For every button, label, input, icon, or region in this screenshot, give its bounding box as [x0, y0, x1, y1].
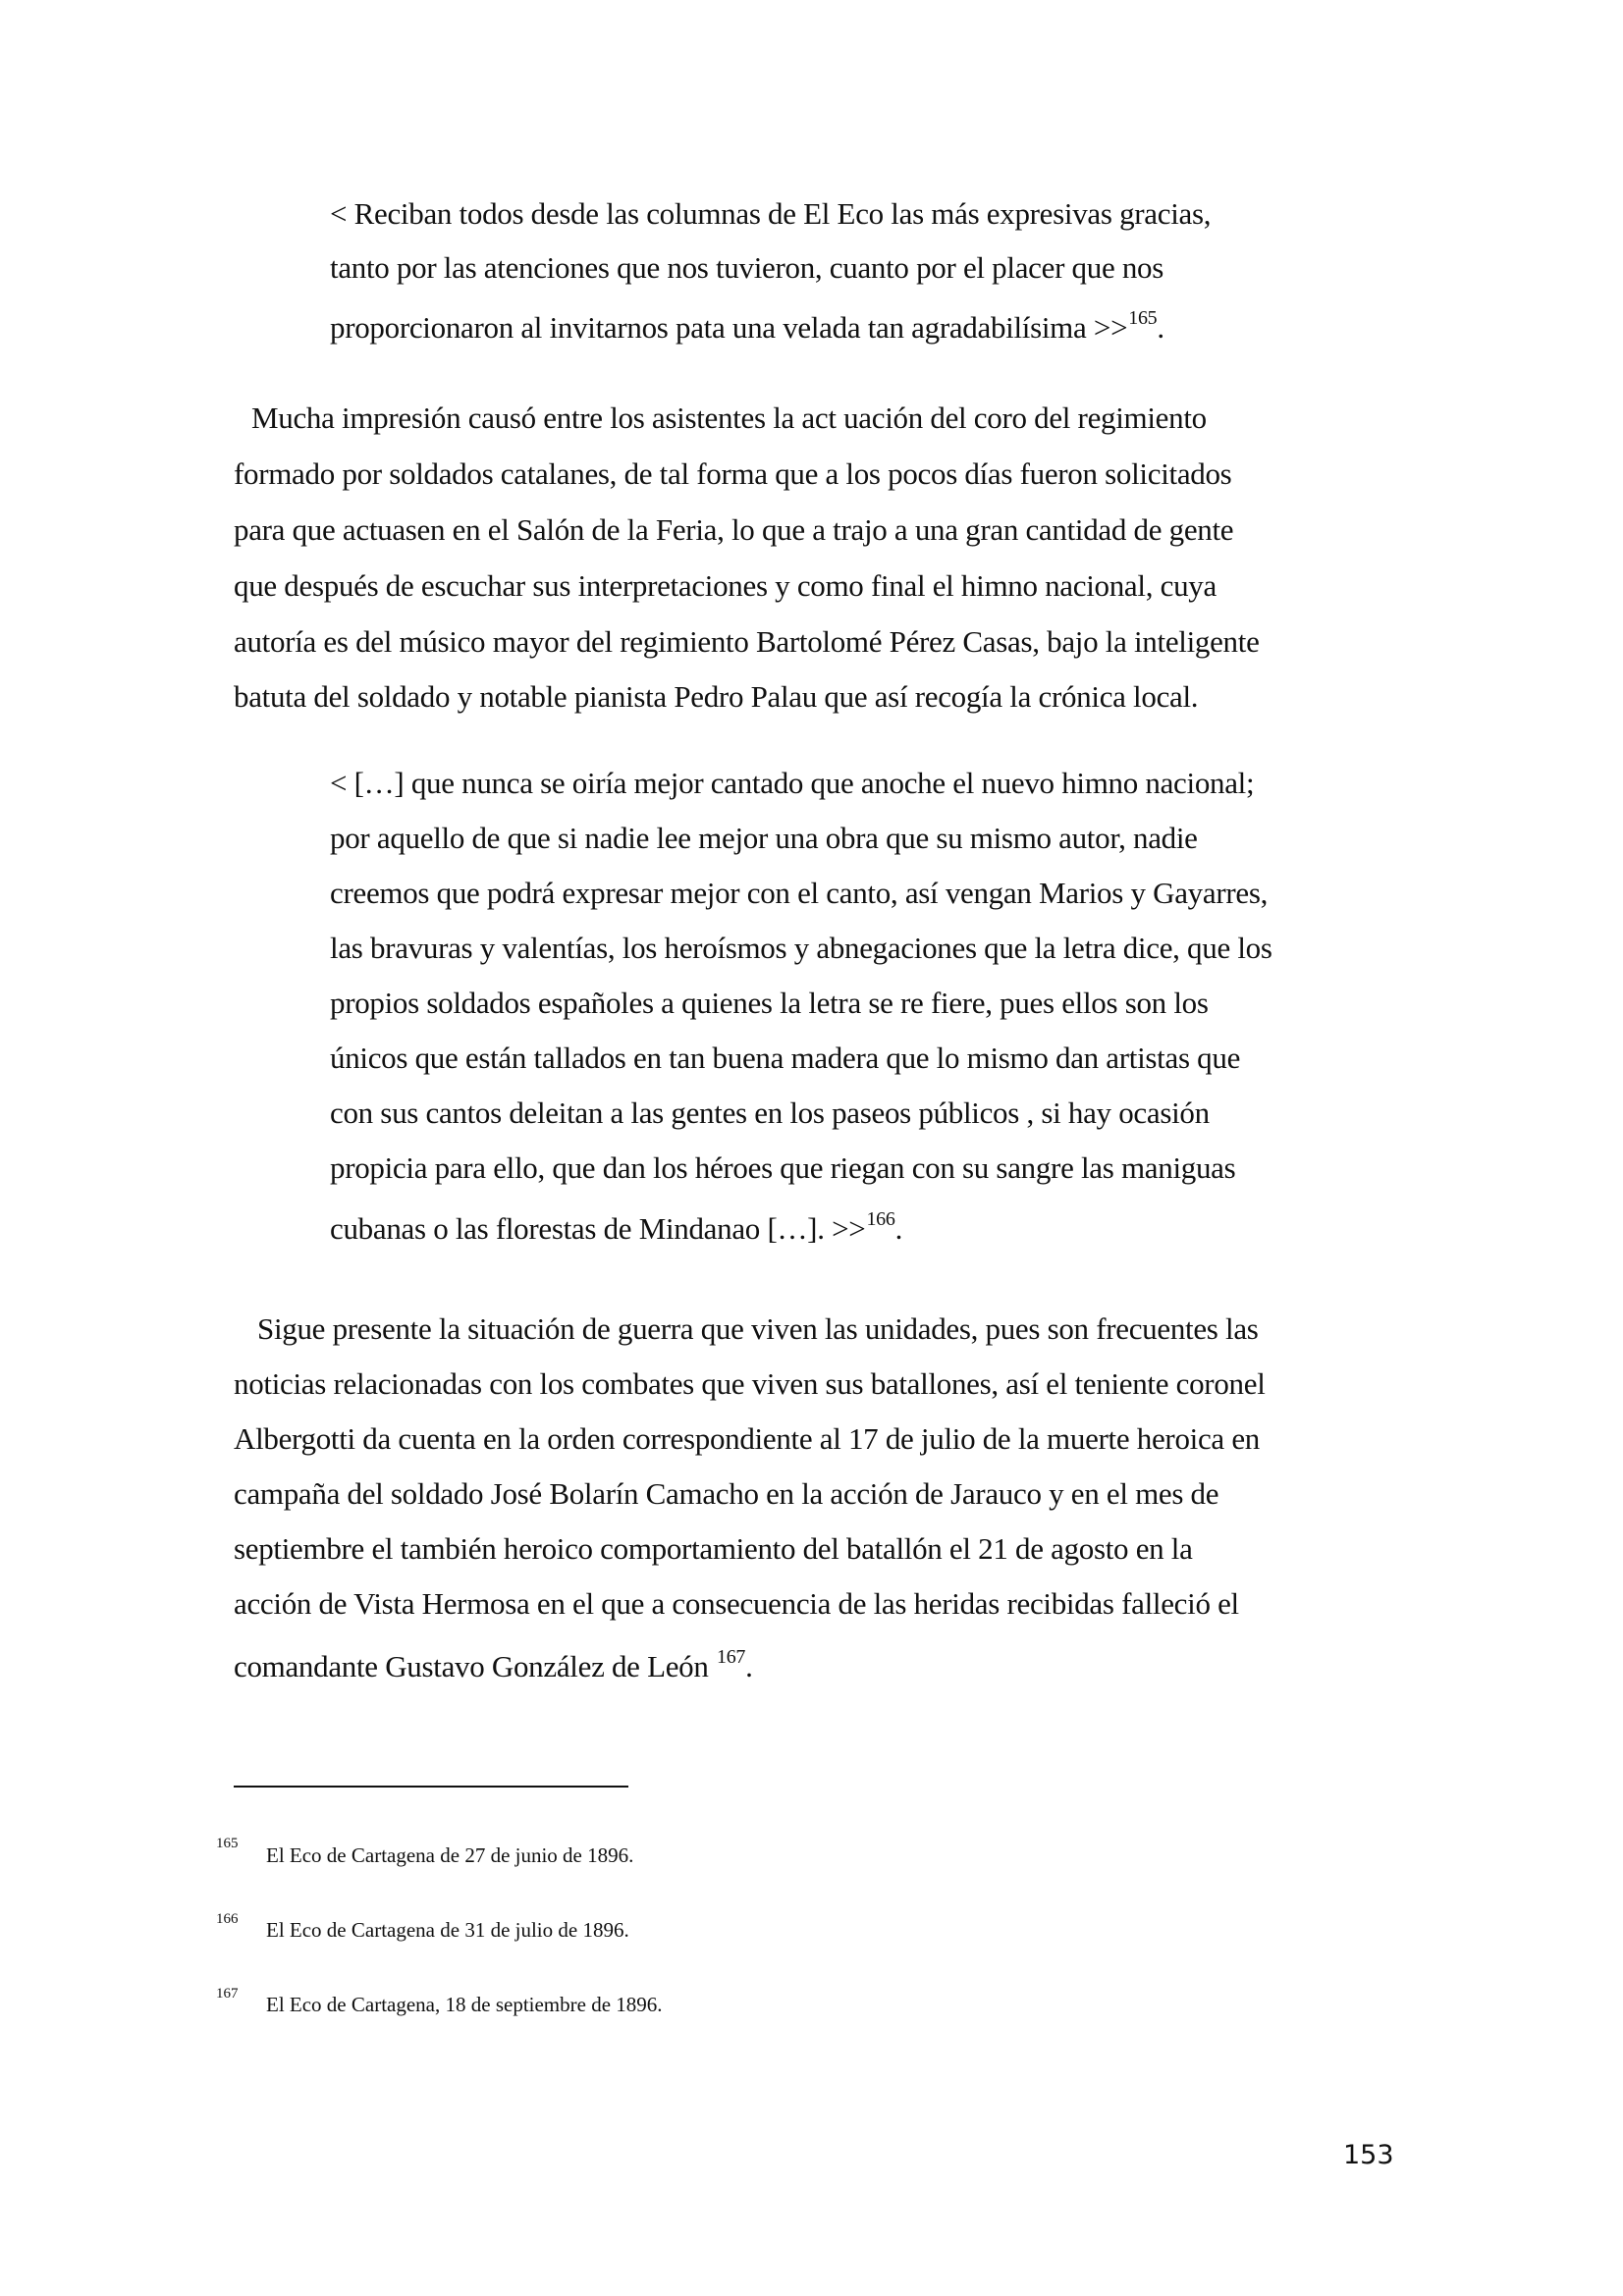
quote-line: por aquello de que si nadie lee mejor una obra que su mismo autor, nadie: [330, 821, 1198, 855]
quote-line: cubanas o las florestas de Mindanao […]. >>$^{166}$.: [330, 1208, 903, 1246]
footnote-ref-166[interactable]: 166: [866, 1208, 895, 1230]
paragraph-line: Mucha impresión causó entre los asistentes la act uación del coro del regimiento: [251, 400, 1207, 435]
footnote-ref-165[interactable]: 165: [1128, 307, 1158, 329]
quote-line: proporcionaron al invitarnos pata una velada tan agradabilísima >>$^{165}$.: [330, 307, 1164, 345]
paragraph-line: para que actuasen en el Salón de la Feria, lo que a trajo a una gran cantidad de gente: [234, 512, 1234, 547]
quote-line: < Reciban todos desde las columnas de El Eco las más expresivas gracias,: [330, 196, 1212, 231]
quote-line: las bravuras y valentías, los heroísmos y abnegaciones que la letra dice, que los: [330, 931, 1272, 965]
quote-line: propios soldados españoles a quienes la letra se re fiere, pues ellos son los: [330, 986, 1209, 1020]
paragraph-line: Sigue presente la situación de guerra que viven las unidades, pues son frecuentes las: [257, 1311, 1259, 1346]
paragraph-line: Albergotti da cuenta en la orden correspondiente al 17 de julio de la muerte heroica en: [234, 1421, 1260, 1456]
paragraph-line: que después de escuchar sus interpretaciones y como final el himno nacional, cuya: [234, 568, 1217, 603]
footnote-number: 167: [216, 1986, 239, 2002]
quote-line: con sus cantos deleitan a las gentes en los paseos públicos , si hay ocasión: [330, 1095, 1210, 1130]
paragraph-line: noticias relacionadas con los combates que viven sus batallones, así el teniente coronel: [234, 1366, 1266, 1401]
footnote-number: 166: [216, 1911, 239, 1927]
footnote-number: 165: [216, 1836, 239, 1851]
paragraph-line: campaña del soldado José Bolarín Camacho en la acción de Jarauco y en el mes de: [234, 1476, 1219, 1511]
paragraph-line: comandante Gustavo González de León $^{167}$.: [234, 1646, 753, 1683]
footnote-separator: [234, 1786, 628, 1788]
paragraph-line: acción de Vista Hermosa en el que a consecuencia de las heridas recibidas falleció el: [234, 1586, 1239, 1621]
footnote-text: El Eco de Cartagena de 31 de julio de 1896.: [266, 1918, 629, 1942]
paragraph-line: autoría es del músico mayor del regimiento Bartolomé Pérez Casas, bajo la inteligente: [234, 624, 1260, 659]
quote-line: < […] que nunca se oiría mejor cantado que anoche el nuevo himno nacional;: [330, 766, 1255, 800]
paragraph-line: formado por soldados catalanes, de tal forma que a los pocos días fueron solicitados: [234, 456, 1232, 491]
footnote-ref-167[interactable]: 167: [717, 1646, 746, 1668]
page-number: 153: [1343, 2140, 1394, 2170]
quote-line: tanto por las atenciones que nos tuvieron, cuanto por el placer que nos: [330, 250, 1164, 285]
footnote-text: El Eco de Cartagena, 18 de septiembre de 1896.: [266, 1993, 663, 2016]
paragraph-line: septiembre el también heroico comportamiento del batallón el 21 de agosto en la: [234, 1531, 1193, 1566]
quote-line: propicia para ello, que dan los héroes que riegan con su sangre las maniguas: [330, 1150, 1236, 1185]
quote-line: únicos que están tallados en tan buena madera que lo mismo dan artistas que: [330, 1041, 1241, 1075]
footnote-text: El Eco de Cartagena de 27 de junio de 1896.: [266, 1843, 634, 1867]
quote-line: creemos que podrá expresar mejor con el canto, así vengan Marios y Gayarres,: [330, 876, 1269, 910]
paragraph-line: batuta del soldado y notable pianista Pedro Palau que así recogía la crónica local.: [234, 679, 1199, 714]
